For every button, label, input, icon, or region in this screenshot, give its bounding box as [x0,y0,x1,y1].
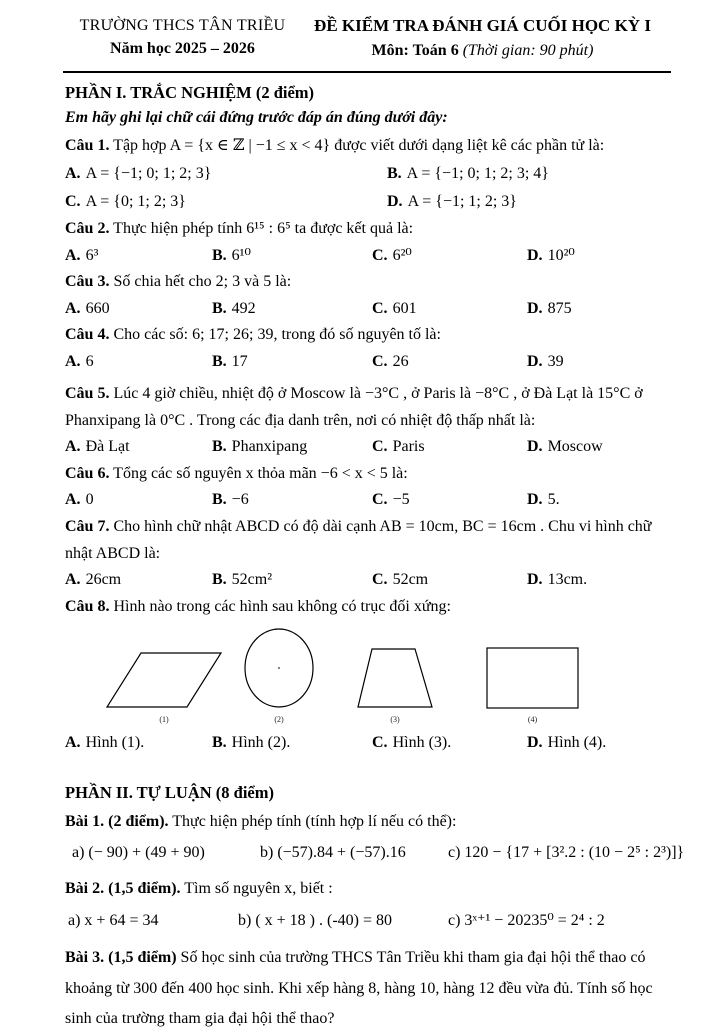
question-text: Số chia hết cho 2; 3 và 5 là: [109,273,292,291]
option-key: C. [65,192,81,210]
option-a [65,349,212,376]
question-2-options [65,243,665,270]
option-c [372,243,527,270]
question-text: Thực hiện phép tính 6¹⁵ : 6⁵ ta được kết quả là: [109,219,414,237]
exercise-part-c: c) 3ˣ⁺¹ − 20235⁰ = 2⁴ : 2 [448,911,605,929]
option-text: 6²⁰ [392,246,412,264]
option-key: A. [65,491,81,509]
parallelogram-icon [105,651,223,709]
question-4-stem [65,322,665,349]
option-key: B. [212,299,227,317]
option-key: A. [65,246,81,264]
question-1-options [65,160,665,216]
option-text: Hình (1). [85,734,145,752]
exercise-1-parts [65,839,685,868]
trapezoid-icon [355,647,435,709]
part1-instruction: Em hãy ghi lại chữ cái đứng trước đáp án đúng dưới đây: [65,108,448,126]
question-5-options [65,434,665,461]
option-a [65,243,212,270]
option-text: 6³ [85,246,99,264]
option-text: 5. [547,491,560,509]
option-text: A = {0; 1; 2; 3} [85,192,186,210]
option-text: Moscow [547,438,603,456]
question-text: Hình nào trong các hình sau không có trục đối xứng: [109,597,451,615]
option-key: A. [65,438,81,456]
part2-section [65,782,685,1035]
option-b [212,434,372,461]
exercise-2 [65,876,665,903]
option-text: Hình (4). [547,734,607,752]
option-text: 6 [85,352,94,370]
question-8-options [65,730,665,757]
figure-4 [486,647,579,724]
option-a [65,160,387,188]
option-d [527,730,665,757]
question-7-options [65,567,665,594]
option-key: D. [527,438,543,456]
option-text: 875 [547,299,572,317]
option-text: Hình (2). [231,734,291,752]
option-text: 0 [85,491,94,509]
question-label: Câu 2. [65,219,110,237]
exam-duration: (Thời gian: 90 phút) [462,41,594,59]
figure-2 [243,627,315,724]
option-key: D. [527,734,543,752]
option-key: C. [372,352,388,370]
figure-3 [355,647,435,724]
option-key: D. [527,352,543,370]
exercise-2-parts [65,907,665,936]
question-6-options [65,487,665,514]
exercise-text: Số học sinh của trường THCS Tân Triều khi tham gia đại hội thể thao có khoảng từ 300 đến 400 học sinh. Khi xếp hàng 8, hàng 10, hàng 12 đều vừa đủ. Tính số học sinh của trường tham gia đại hội thể thao? [65,949,653,1028]
option-key: B. [212,491,227,509]
option-b [212,730,372,757]
question-text: Cho các số: 6; 17; 26; 39, trong đó số nguyên tố là: [109,326,441,344]
option-key: A. [65,164,81,182]
school-year: Năm học 2025 – 2026 [110,40,255,58]
question-label: Câu 6. [65,464,110,482]
option-key: A. [65,734,81,752]
figure-label: (1) [159,715,169,725]
header-divider [63,71,671,73]
option-d [527,487,665,514]
option-key: B. [212,734,227,752]
option-c [372,567,527,594]
option-key: C. [372,246,388,264]
question-4-options [65,349,665,376]
school-block [65,14,300,60]
option-key: D. [527,246,543,264]
option-key: C. [372,491,388,509]
option-text: Paris [392,438,425,456]
option-a [65,487,212,514]
option-key: C. [372,734,388,752]
exercise-part-c: c) 120 − {17 + [3².2 : (10 − 2⁵ : 2³)]} [448,844,685,862]
option-text: 13cm. [547,571,588,589]
option-key: D. [527,571,543,589]
option-text: A = {−1; 0; 1; 2; 3} [85,164,212,182]
option-text: 6¹⁰ [231,246,251,264]
option-text: 26cm [85,571,122,589]
option-text: 601 [392,299,417,317]
option-b [212,349,372,376]
option-c [372,434,527,461]
option-key: B. [212,246,227,264]
question-1-stem [65,133,665,160]
option-text: Đà Lạt [85,438,130,456]
option-b [387,160,665,188]
option-text: 26 [392,352,409,370]
part1-section [65,83,665,757]
option-c [372,487,527,514]
option-key: A. [65,352,81,370]
option-text: −6 [231,491,249,509]
option-key: C. [372,438,388,456]
subject-line [300,39,665,62]
exercise-part-a: a) (− 90) + (49 + 90) [72,844,205,862]
option-text: 52cm² [231,571,273,589]
figure-label: (4) [527,715,538,725]
option-key: D. [527,491,543,509]
option-text: 39 [547,352,564,370]
option-text: −5 [392,491,410,509]
option-d [527,567,665,594]
option-key: B. [212,352,227,370]
question-text: Tập hợp A = {x ∈ ℤ | −1 ≤ x < 4} được viết dưới dạng liệt kê các phần tử là: [109,137,605,155]
option-key: B. [212,438,227,456]
option-text: Phanxipang [231,438,308,456]
option-d [387,188,665,216]
option-text: 10²⁰ [547,246,575,264]
exam-title-block [300,14,665,62]
option-key: B. [212,571,227,589]
question-text: Lúc 4 giờ chiều, nhiệt độ ở Moscow là −3°C , ở Paris là −8°C , ở Đà Lạt là 15°C ở Phanxipang là 0°C . Trong các địa danh trên, nơi có nhiệt độ thấp nhất là: [65,385,643,429]
exercise-text: Tìm số nguyên x, biết : [180,880,333,898]
option-a [65,567,212,594]
question-label: Câu 1. [65,137,110,155]
option-text: 17 [231,352,248,370]
question-label: Câu 5. [65,385,110,403]
option-key: B. [387,164,402,182]
exercise-label: Bài 2. (1,5 điểm). [65,880,181,898]
question-label: Câu 8. [65,597,110,615]
exercise-part-b: b) (−57).84 + (−57).16 [260,844,406,862]
option-a [65,296,212,323]
option-text: Hình (3). [392,734,452,752]
question-5-stem [65,381,665,434]
exercise-1 [65,809,665,836]
subject-name: Môn: Toán 6 [371,41,459,59]
option-key: A. [65,299,81,317]
exercise-text: Thực hiện phép tính (tính hợp lí nếu có thể): [168,812,457,830]
option-text: 52cm [392,571,429,589]
option-c [372,296,527,323]
option-d [527,296,665,323]
question-label: Câu 3. [65,273,110,291]
exam-title: ĐỀ KIỂM TRA ĐÁNH GIÁ CUỐI HỌC KỲ I [314,16,651,35]
figure-1 [105,651,223,724]
option-c [372,730,527,757]
exercise-part-a: a) x + 64 = 34 [68,911,159,929]
option-text: 660 [85,299,110,317]
option-key: C. [372,571,388,589]
exercise-3 [65,943,665,1034]
question-3-options [65,296,665,323]
option-key: D. [527,299,543,317]
exam-header [65,14,665,62]
question-8-figures [65,622,665,724]
question-3-stem [65,269,665,296]
question-label: Câu 4. [65,326,110,344]
option-key: D. [387,192,403,210]
option-a [65,434,212,461]
option-b [212,296,372,323]
option-c [372,349,527,376]
option-key: A. [65,571,81,589]
question-text: Cho hình chữ nhật ABCD có độ dài cạnh AB = 10cm, BC = 16cm . Chu vi hình chữ nhật ABCD là: [65,517,652,562]
part2-heading: PHẦN II. TỰ LUẬN (8 điểm) [65,782,274,802]
question-7-stem [65,514,665,567]
part1-heading: PHẦN I. TRẮC NGHIỆM (2 điểm) [65,82,315,102]
option-b [212,567,372,594]
question-8-stem [65,594,665,621]
option-b [212,487,372,514]
option-text: 492 [231,299,256,317]
school-name: TRƯỜNG THCS TÂN TRIỀU [79,17,286,34]
option-d [527,349,665,376]
rectangle-icon [486,647,579,709]
option-c [65,188,387,216]
option-a [65,730,212,757]
exercise-label: Bài 1. (2 điểm). [65,812,169,830]
question-6-stem [65,461,665,488]
question-2-stem [65,216,665,243]
question-label: Câu 7. [65,517,110,535]
option-b [212,243,372,270]
option-d [527,243,665,270]
figure-label: (2) [274,715,284,725]
exercise-label: Bài 3. (1,5 điểm) [65,949,177,967]
figure-label: (3) [390,715,400,725]
option-key: C. [372,299,388,317]
option-d [527,434,665,461]
option-text: A = {−1; 0; 1; 2; 3; 4} [406,164,549,182]
exercise-part-b: b) ( x + 18 ) . (-40) = 80 [238,911,393,929]
question-text: Tổng các số nguyên x thỏa mãn −6 < x < 5 là: [109,464,408,482]
circle-icon [243,627,315,709]
option-text: A = {−1; 1; 2; 3} [407,192,517,210]
